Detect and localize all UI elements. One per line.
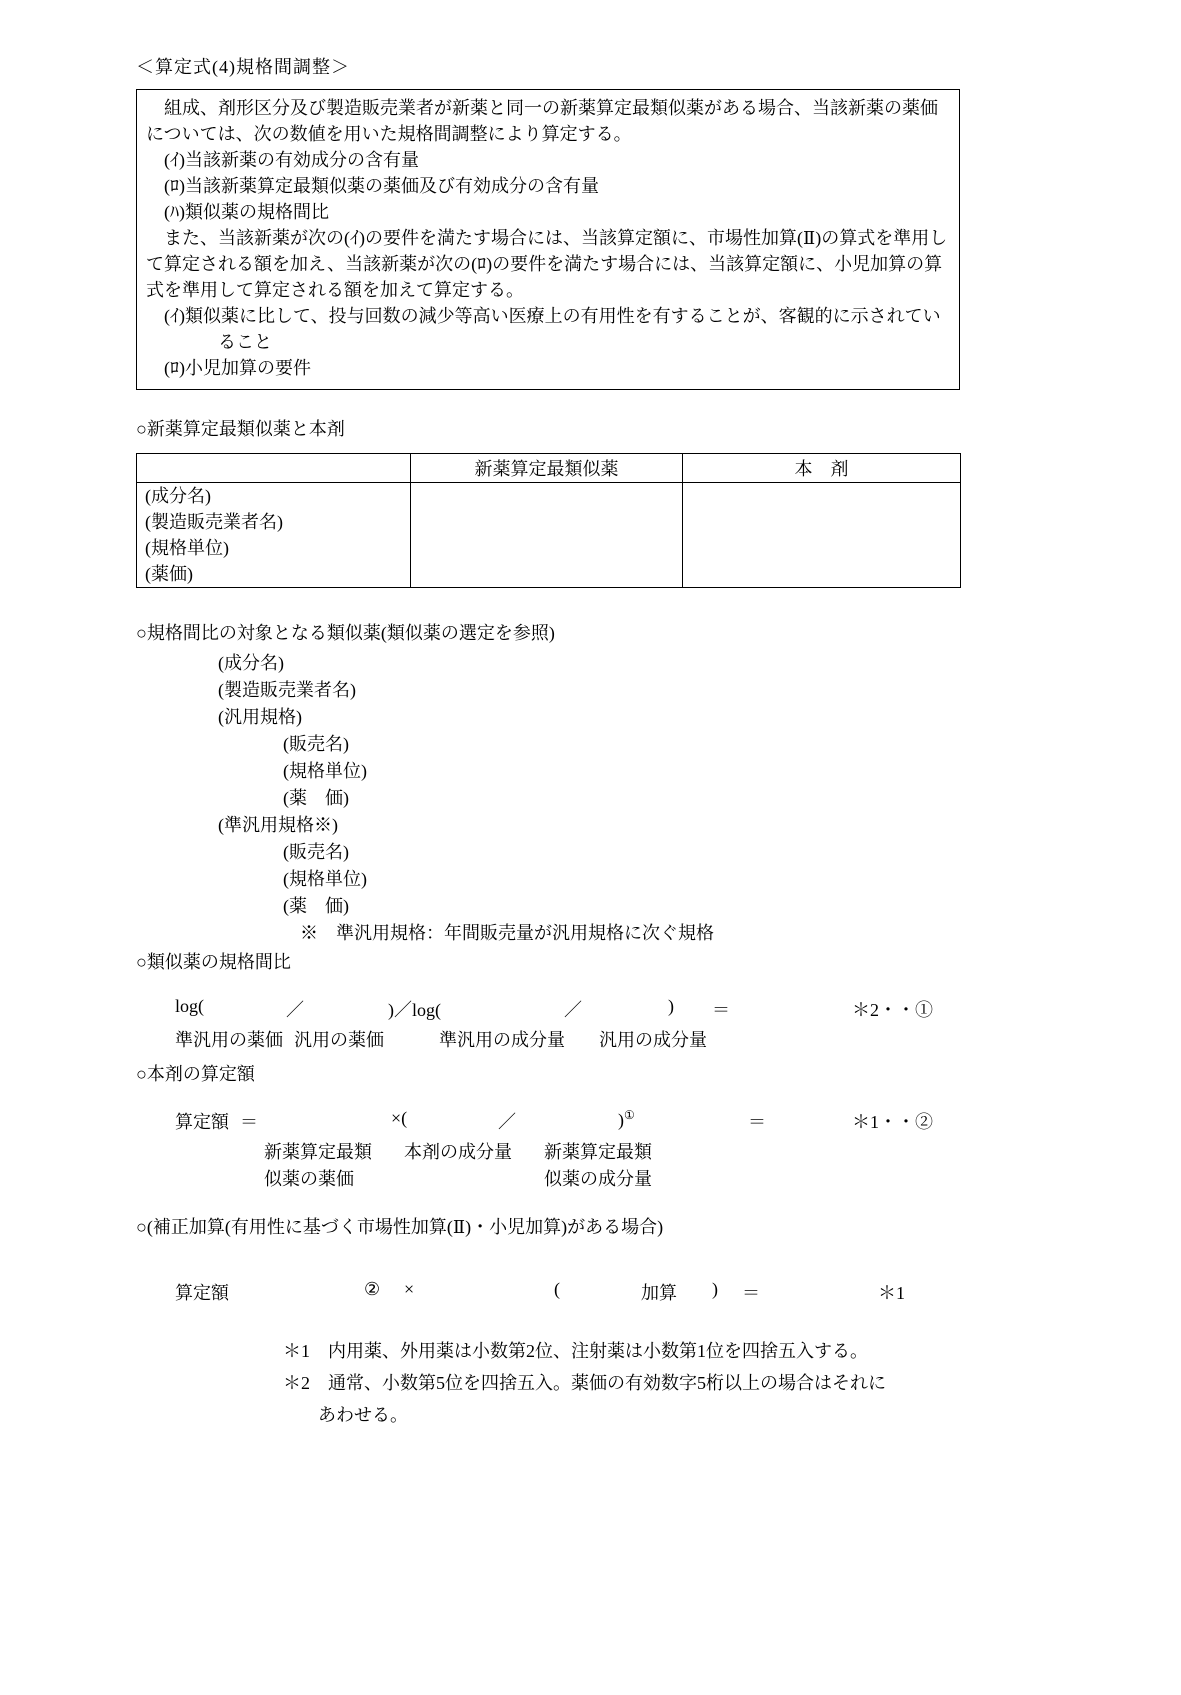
list-item-component-name: (成分名)	[218, 653, 284, 673]
list-item-footnote: ※ 準汎用規格：年間販売量が汎用規格に次ぐ規格	[300, 923, 714, 943]
formula-slash: ／	[498, 1112, 516, 1132]
table-row-label-price: (薬価)	[145, 564, 193, 584]
label-semi-standard-amount: 準汎用の成分量	[439, 1030, 565, 1050]
label-most-similar-1a: 新薬算定最類	[264, 1142, 372, 1162]
formula-result-marker: ＊1	[878, 1283, 905, 1303]
formula-close-paren: )	[668, 996, 674, 1016]
section-heading-ratio: ○類似薬の規格間比	[136, 952, 291, 972]
formula-equals: ＝	[712, 1000, 730, 1020]
label-standard-price: 汎用の薬価	[294, 1030, 384, 1050]
section-heading-amount: ○本剤の算定額	[136, 1064, 255, 1084]
formula-close-paren	[618, 1108, 635, 1131]
table-cell-similar-drug-empty	[411, 483, 683, 588]
comparison-table-header-row	[137, 454, 961, 483]
list-item-brand-name-2: (販売名)	[283, 842, 349, 862]
label-this-drug-amount: 本剤の成分量	[404, 1142, 512, 1162]
rule-paragraph-2: また、当該新薬が次の(ｲ)の要件を満たす場合には、当該算定額に、市場性加算(Ⅱ)の算式を準用して算定される額を加え、当該新薬が次の(ﾛ)の要件を満たす場合には、当該算定額に、小児加算の算式を準用して算定される額を加えて算定する。	[146, 228, 948, 300]
table-cell-this-drug-empty	[683, 483, 961, 588]
amount-formula-labels-row-1	[136, 1138, 960, 1165]
list-item-brand-name: (販売名)	[283, 734, 349, 754]
table-row-label-manufacturer: (製造販売業者名)	[145, 512, 283, 532]
list-item-price: (薬 価)	[283, 788, 349, 808]
label-most-similar-1b: 似薬の薬価	[264, 1169, 354, 1189]
formula-close-log-open: )／log(	[388, 1000, 441, 1020]
formula-result-marker: ＊2・・①	[852, 1000, 933, 1020]
list-item-semi-standard-spec: (準汎用規格※)	[218, 815, 338, 835]
list-item-manufacturer: (製造販売業者名)	[218, 680, 356, 700]
footnote-2-continuation: あわせる。	[318, 1405, 408, 1425]
comparison-table-body-row	[137, 483, 961, 588]
footnotes	[136, 1335, 960, 1431]
amount-formula-row	[136, 1108, 960, 1138]
similar-drug-list	[136, 650, 960, 947]
table-header-most-similar-drug: 新薬算定最類似薬	[411, 454, 683, 483]
rule-box	[136, 89, 960, 390]
footnote-2: ＊2 通常、小数第5位を四捨五入。薬価の有効数字5桁以上の場合はそれに	[283, 1373, 886, 1393]
footnote-1: ＊1 内用薬、外用薬は小数第2位、注射薬は小数第1位を四捨五入する。	[283, 1341, 868, 1361]
rule-condition-i: (ｲ)類似薬に比して、投与回数の減少等高い医療上の有用性を有することが、客観的に示されていること	[164, 306, 941, 352]
formula-equals-2: ＝	[748, 1112, 766, 1132]
formula-log-open: log(	[175, 996, 204, 1016]
list-item-spec-unit: (規格単位)	[283, 761, 367, 781]
rule-paragraph-1: 組成、剤形区分及び製造販売業者が新薬と同一の新薬算定最類似薬がある場合、当該新薬の薬価については、次の数値を用いた規格間調整により算定する。	[146, 98, 938, 144]
formula-corr-lhs: 算定額	[175, 1283, 229, 1303]
formula-times-open: ×(	[391, 1108, 408, 1128]
formula-amount-lhs: 算定額	[175, 1112, 229, 1132]
document-title: ＜算定式(4)規格間調整＞	[136, 57, 350, 77]
formula-close-paren: )	[712, 1279, 718, 1299]
ratio-formula-row	[136, 996, 960, 1026]
section-heading-comparison: ○新薬算定最類似薬と本剤	[136, 419, 345, 439]
label-standard-amount: 汎用の成分量	[599, 1030, 707, 1050]
table-row-label-unit: (規格単位)	[145, 538, 229, 558]
table-header-blank	[137, 454, 411, 483]
list-item-spec-unit-2: (規格単位)	[283, 869, 367, 889]
formula-times: ×	[404, 1279, 415, 1299]
correction-formula-row	[136, 1279, 960, 1309]
amount-formula-labels-row-2	[136, 1165, 960, 1192]
table-header-this-drug: 本 剤	[683, 454, 961, 483]
rule-item-ro: (ﾛ)当該新薬算定最類似薬の薬価及び有効成分の含有量	[164, 176, 599, 196]
formula-result-marker: ＊1・・②	[852, 1112, 933, 1132]
label-most-similar-2b: 似薬の成分量	[544, 1169, 652, 1189]
formula-slash-2: ／	[564, 1000, 582, 1020]
list-item-price-2: (薬 価)	[283, 896, 349, 916]
table-row-label-component: (成分名)	[145, 486, 211, 506]
rule-condition-ro: (ﾛ)小児加算の要件	[164, 358, 311, 378]
table-row-labels-cell	[137, 483, 411, 588]
formula-superscript-circle1: ①	[624, 1108, 635, 1122]
formula-slash-1: ／	[286, 1000, 304, 1020]
ratio-formula-labels-row	[136, 1026, 960, 1053]
formula-open-paren: (	[554, 1279, 560, 1299]
formula-circle2: ②	[364, 1279, 381, 1299]
rule-item-i: (ｲ)当該新薬の有効成分の含有量	[164, 150, 419, 170]
section-heading-correction: ○(補正加算(有用性に基づく市場性加算(Ⅱ)・小児加算)がある場合)	[136, 1217, 664, 1237]
comparison-table	[136, 453, 961, 588]
section-heading-similar-drugs: ○規格間比の対象となる類似薬(類似薬の選定を参照)	[136, 623, 555, 643]
label-semi-standard-price: 準汎用の薬価	[175, 1030, 283, 1050]
rule-item-ha: (ﾊ)類似薬の規格間比	[164, 202, 329, 222]
label-most-similar-2a: 新薬算定最類	[544, 1142, 652, 1162]
formula-equals-1: ＝	[240, 1112, 258, 1132]
list-item-standard-spec: (汎用規格)	[218, 707, 302, 727]
formula-close-glyph: )	[618, 1110, 624, 1130]
formula-equals: ＝	[742, 1283, 760, 1303]
formula-kasan-label: 加算	[641, 1283, 677, 1303]
